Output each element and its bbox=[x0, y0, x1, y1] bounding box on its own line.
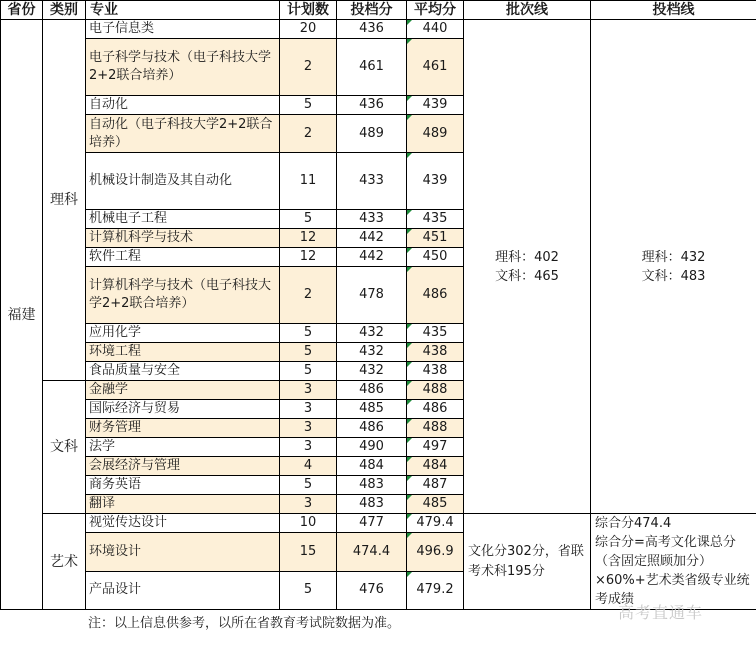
avg-cell: 439 bbox=[407, 96, 464, 115]
plan-cell: 12 bbox=[280, 229, 337, 248]
avg-cell: 438 bbox=[407, 362, 464, 381]
major-cell: 环境设计 bbox=[86, 533, 280, 571]
header-submit-score: 投档分 bbox=[337, 1, 407, 20]
major-cell: 会展经济与管理 bbox=[86, 457, 280, 476]
header-category: 类别 bbox=[43, 1, 86, 20]
avg-cell: 486 bbox=[407, 267, 464, 324]
submit-cell: 432 bbox=[337, 324, 407, 343]
submit-cell: 477 bbox=[337, 514, 407, 533]
header-plan: 计划数 bbox=[280, 1, 337, 20]
submit-line-liberal: 文科：483 bbox=[641, 268, 706, 284]
major-cell: 视觉传达设计 bbox=[86, 514, 280, 533]
avg-cell: 479.4 bbox=[407, 514, 464, 533]
plan-cell: 5 bbox=[280, 571, 337, 609]
submit-cell: 474.4 bbox=[337, 533, 407, 571]
header-avg-score: 平均分 bbox=[407, 1, 464, 20]
avg-cell: 488 bbox=[407, 381, 464, 400]
plan-cell: 11 bbox=[280, 153, 337, 210]
submit-cell: 486 bbox=[337, 419, 407, 438]
plan-cell: 12 bbox=[280, 248, 337, 267]
header-major: 专业 bbox=[86, 1, 280, 20]
plan-cell: 15 bbox=[280, 533, 337, 571]
header-province: 省份 bbox=[1, 1, 43, 20]
header-row bbox=[1, 1, 756, 20]
major-cell: 财务管理 bbox=[86, 419, 280, 438]
major-cell: 自动化（电子科技大学2+2联合培养） bbox=[86, 115, 280, 153]
avg-cell: 486 bbox=[407, 400, 464, 419]
major-cell: 金融学 bbox=[86, 381, 280, 400]
submit-cell: 490 bbox=[337, 438, 407, 457]
art-submit-line-cell bbox=[591, 514, 756, 610]
major-cell: 自动化 bbox=[86, 96, 280, 115]
plan-cell: 3 bbox=[280, 400, 337, 419]
avg-cell: 439 bbox=[407, 153, 464, 210]
avg-cell: 479.2 bbox=[407, 571, 464, 609]
plan-cell: 5 bbox=[280, 343, 337, 362]
avg-cell: 488 bbox=[407, 419, 464, 438]
avg-cell: 440 bbox=[407, 20, 464, 39]
submit-cell: 483 bbox=[337, 476, 407, 495]
art-submit-line-formula: 综合分=高考文化课总分（含固定照顾加分）×60%+艺术类省级专业统考成绩 bbox=[595, 535, 750, 607]
major-cell: 软件工程 bbox=[86, 248, 280, 267]
submit-cell: 485 bbox=[337, 400, 407, 419]
avg-cell: 461 bbox=[407, 39, 464, 96]
submit-cell: 432 bbox=[337, 343, 407, 362]
avg-cell: 497 bbox=[407, 438, 464, 457]
avg-cell: 438 bbox=[407, 343, 464, 362]
plan-cell: 3 bbox=[280, 419, 337, 438]
plan-cell: 20 bbox=[280, 20, 337, 39]
plan-cell: 3 bbox=[280, 381, 337, 400]
major-cell: 机械电子工程 bbox=[86, 210, 280, 229]
major-cell: 计算机科学与技术（电子科技大学2+2联合培养） bbox=[86, 267, 280, 324]
watermark: 高考直通车 bbox=[618, 603, 704, 622]
category-art: 艺术 bbox=[43, 514, 86, 610]
submit-cell: 433 bbox=[337, 210, 407, 229]
submit-cell: 476 bbox=[337, 571, 407, 609]
major-cell: 翻译 bbox=[86, 495, 280, 514]
plan-cell: 3 bbox=[280, 495, 337, 514]
submit-cell: 442 bbox=[337, 229, 407, 248]
province-cell: 福建 bbox=[1, 20, 43, 610]
category-liberal: 文科 bbox=[43, 381, 86, 514]
plan-cell: 5 bbox=[280, 96, 337, 115]
plan-cell: 5 bbox=[280, 362, 337, 381]
submit-line-science: 理科：432 bbox=[641, 249, 706, 265]
category-science: 理科 bbox=[43, 20, 86, 381]
submit-cell: 484 bbox=[337, 457, 407, 476]
plan-cell: 2 bbox=[280, 39, 337, 96]
avg-cell: 451 bbox=[407, 229, 464, 248]
plan-cell: 3 bbox=[280, 438, 337, 457]
submit-cell: 442 bbox=[337, 248, 407, 267]
submit-cell: 486 bbox=[337, 381, 407, 400]
batch-line-liberal: 文科：465 bbox=[495, 268, 559, 284]
major-cell: 应用化学 bbox=[86, 324, 280, 343]
submit-cell: 436 bbox=[337, 96, 407, 115]
footer-note: 注：以上信息供参考，以所在省教育考试院数据为准。 bbox=[88, 616, 401, 631]
major-cell: 机械设计制造及其自动化 bbox=[86, 153, 280, 210]
plan-cell: 5 bbox=[280, 210, 337, 229]
major-cell: 国际经济与贸易 bbox=[86, 400, 280, 419]
header-batch-line: 批次线 bbox=[464, 1, 591, 20]
major-cell: 食品质量与安全 bbox=[86, 362, 280, 381]
avg-cell: 496.9 bbox=[407, 533, 464, 571]
submit-cell: 432 bbox=[337, 362, 407, 381]
art-batch-line-cell: 文化分302分，省联考术科195分 bbox=[464, 514, 591, 610]
table-row bbox=[1, 514, 756, 533]
major-cell: 计算机科学与技术 bbox=[86, 229, 280, 248]
submit-cell: 489 bbox=[337, 115, 407, 153]
major-cell: 电子信息类 bbox=[86, 20, 280, 39]
submit-line-cell bbox=[591, 20, 756, 514]
major-cell: 法学 bbox=[86, 438, 280, 457]
avg-cell: 489 bbox=[407, 115, 464, 153]
avg-cell: 484 bbox=[407, 457, 464, 476]
art-submit-line-score: 综合分474.4 bbox=[595, 516, 672, 531]
batch-line-science: 理科：402 bbox=[495, 249, 559, 265]
batch-line-cell bbox=[464, 20, 591, 514]
plan-cell: 10 bbox=[280, 514, 337, 533]
submit-cell: 483 bbox=[337, 495, 407, 514]
avg-cell: 435 bbox=[407, 210, 464, 229]
plan-cell: 5 bbox=[280, 476, 337, 495]
submit-cell: 478 bbox=[337, 267, 407, 324]
avg-cell: 487 bbox=[407, 476, 464, 495]
submit-cell: 436 bbox=[337, 20, 407, 39]
avg-cell: 435 bbox=[407, 324, 464, 343]
plan-cell: 2 bbox=[280, 115, 337, 153]
avg-cell: 485 bbox=[407, 495, 464, 514]
submit-cell: 433 bbox=[337, 153, 407, 210]
plan-cell: 4 bbox=[280, 457, 337, 476]
table-row bbox=[1, 20, 756, 39]
major-cell: 环境工程 bbox=[86, 343, 280, 362]
avg-cell: 450 bbox=[407, 248, 464, 267]
plan-cell: 5 bbox=[280, 324, 337, 343]
major-cell: 产品设计 bbox=[86, 571, 280, 609]
header-submit-line: 投档线 bbox=[591, 1, 756, 20]
plan-cell: 2 bbox=[280, 267, 337, 324]
major-cell: 商务英语 bbox=[86, 476, 280, 495]
major-cell: 电子科学与技术（电子科技大学2+2联合培养） bbox=[86, 39, 280, 96]
submit-cell: 461 bbox=[337, 39, 407, 96]
